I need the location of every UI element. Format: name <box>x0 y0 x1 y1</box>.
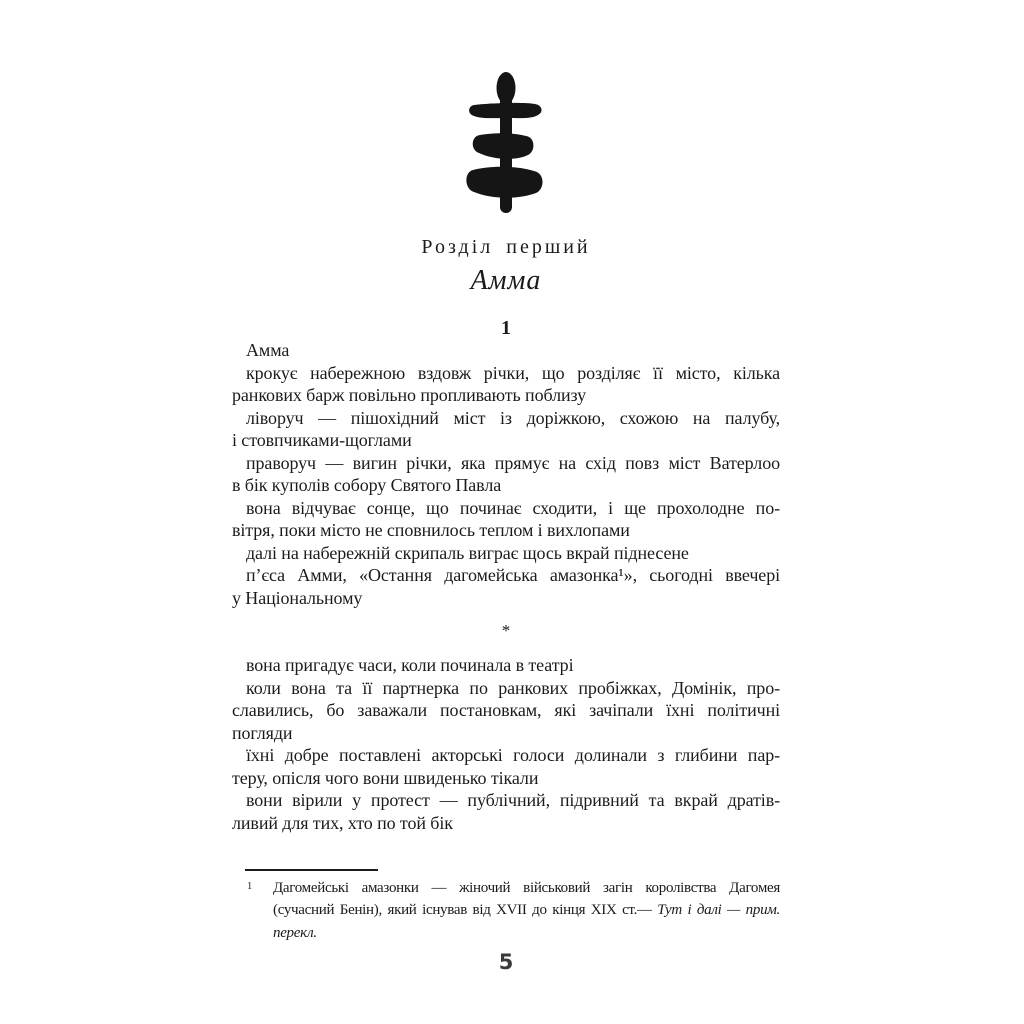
body-line: ливий для тих, хто по той бік <box>232 812 453 833</box>
body-line: ліворуч — пішохідний міст із доріжкою, схожою на палубу, <box>246 407 780 428</box>
footnote-line <box>232 899 780 921</box>
body-line: Амма <box>246 340 290 360</box>
chapter-symbol <box>232 70 780 218</box>
footnote <box>232 877 780 944</box>
chapter-heading: Розділ перший <box>421 236 591 258</box>
footnote-line <box>232 877 780 899</box>
body-text <box>232 339 780 834</box>
body-line: коли вона та її партнерка по ранкових пробіжках, Домінік, про- <box>246 677 780 698</box>
footnote-text: (сучасний Бенін), який існував від XVII до кінця XIX ст.— <box>273 902 658 919</box>
body-line: вона пригадує часи, коли починала в театрі <box>246 655 574 675</box>
body-line: вони вірили у протест — публічний, підривний та вкрай дратів- <box>246 790 780 810</box>
page-number: 5 <box>498 950 514 974</box>
body-line: далі на набережній скрипаль виграє щось вкрай піднесене <box>246 542 689 563</box>
chapter-title: Амма <box>470 265 542 296</box>
body-line: в бік куполів собору Святого Павла <box>232 475 502 495</box>
body-line: теру, опісля чого вони швиденько тікали <box>232 767 539 788</box>
body-line: у Національному <box>232 587 363 608</box>
body-line: їхні добре поставлені акторські голоси долинали з глибини пар- <box>246 745 780 765</box>
body-line: праворуч — вигин річки, яка прямує на схід повз міст Ватерлоо <box>246 452 780 473</box>
body-line: п’єса Амми, «Остання дагомейська амазонка¹», сьогодні ввечері <box>246 565 780 585</box>
body-line: погляди <box>232 722 293 743</box>
footnote-text: Дагомейські амазонки — жіночий військовий загін королівства Дагомея <box>273 880 780 896</box>
footnote-line: перекл. <box>273 924 317 941</box>
body-line: вітря, поки місто не сповнилось теплом і вихлопами <box>232 520 630 540</box>
body-line: вона відчуває сонце, що починає сходити, і ще прохолодне по- <box>246 497 780 518</box>
body-line: і стовпчиками-щоглами <box>232 430 412 450</box>
body-line: ранкових барж повільно пропливають поблизу <box>232 385 587 405</box>
body-line: крокує набережною вздовж річки, що розділяє її місто, кілька <box>246 362 780 383</box>
footnote-text-italic: Тут і далі — прим. <box>657 902 780 919</box>
footnote-marker: 1 <box>247 881 252 892</box>
body-line: славились, бо заважали постановкам, які зачіпали їхні політичні <box>232 700 780 720</box>
section-number: 1 <box>501 317 511 339</box>
chapter-glyph-icon <box>466 70 546 216</box>
section-separator-asterisk: * <box>501 621 511 641</box>
footnote-rule <box>245 869 378 871</box>
